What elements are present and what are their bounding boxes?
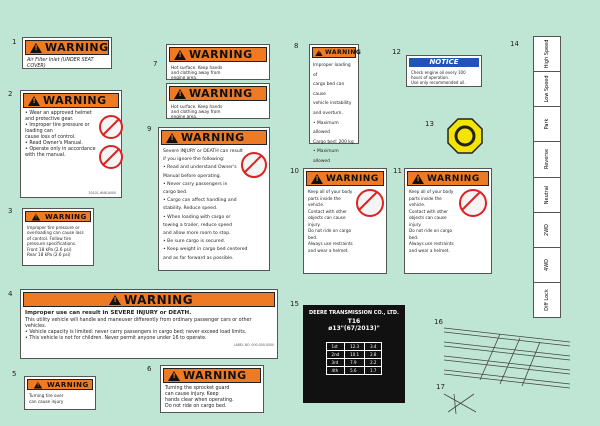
label-8-line: and overturn. — [313, 110, 343, 116]
label-5-body — [25, 392, 95, 406]
label-12-notice — [406, 55, 482, 87]
label-6-line: can cause injury. Keep — [165, 392, 219, 397]
label-2-code: 30101-HN8-A000 — [88, 191, 116, 195]
item-number-11: 11 — [393, 167, 402, 175]
warning-header — [23, 93, 119, 108]
label-9-line: towing a trailer, reduce speed — [163, 222, 233, 228]
label-6-sprocket — [160, 365, 264, 413]
label-10-line: and wear a helmet. — [308, 247, 349, 253]
warning-word: WARNING — [183, 369, 247, 382]
label-10-line: Contact with other — [308, 208, 347, 214]
item-number-15: 15 — [290, 300, 299, 308]
no-entry-icon — [99, 145, 123, 169]
notice-header: NOTICE — [409, 58, 479, 67]
warning-header — [161, 130, 267, 145]
item-number-12: 12 — [392, 48, 401, 56]
item-number-8: 8 — [294, 42, 299, 50]
no-entry-icon — [99, 115, 123, 139]
label-9-line: • Cargo can affect handling and — [163, 198, 237, 204]
label-1-air-filter — [22, 37, 112, 69]
label-10-line: parts inside the vehicle. — [308, 195, 341, 207]
strip-cell: Reverse — [534, 142, 560, 177]
label-15-id-plate — [303, 305, 405, 403]
warning-triangle-icon — [166, 133, 178, 143]
warning-word: WARNING — [325, 49, 362, 56]
label-9-line: and allow more room to stop. — [163, 231, 231, 237]
label-7-body — [167, 103, 269, 120]
label-3-line: Rear 18 kPa (2.6 psi) — [27, 252, 71, 258]
label-11-line: and wear a helmet. — [409, 247, 450, 253]
label-7-line: engine area. — [171, 114, 198, 119]
strip-cell: Park — [534, 107, 560, 142]
warning-triangle-icon — [34, 381, 42, 388]
label-2-line: • Read Owner's Manual. — [25, 141, 83, 146]
warning-word: WARNING — [45, 41, 109, 54]
label-2-line: • Wear an approved helmet and protective gear. — [25, 111, 92, 122]
warning-triangle-icon — [412, 174, 424, 184]
label-8-line: • Maximum allowed — [313, 120, 339, 136]
label-10-keep-inside — [303, 168, 387, 274]
warning-triangle-icon — [168, 371, 180, 381]
label-9-line: and as far forward as possible. — [163, 255, 234, 261]
label-9-line: Severe INJURY or DEATH can result — [163, 149, 243, 154]
strip-cell: High Speed — [534, 37, 560, 72]
label-9-line: if you ignore the following: — [163, 157, 225, 163]
label-4-line: • This vehicle is not for children. Never permit anyone under 16 to operate. — [25, 336, 207, 341]
item-number-9: 9 — [147, 125, 152, 133]
label-5-line: Turning tire over — [29, 393, 64, 398]
label-11-line: objects can cause injury. — [409, 215, 447, 227]
warning-word: WARNING — [189, 87, 253, 100]
label-12-line: Use only recommended oil. — [411, 80, 466, 85]
label-9-line: • Never carry passengers in — [163, 181, 228, 187]
label-5-tire-turning — [24, 376, 96, 410]
label-9-line: • Be sure cargo is secured. — [163, 239, 226, 245]
warning-header — [306, 171, 384, 186]
label-12-line: Check engine oil every 100 — [411, 70, 466, 75]
warning-triangle-icon — [174, 89, 186, 99]
no-entry-icon — [356, 189, 384, 217]
label-2-line: • Improper tire pressure or loading can — [25, 123, 90, 134]
stripe-decals-sketch — [440, 320, 580, 420]
warning-word: WARNING — [427, 173, 480, 184]
label-7-line: and clothing away from — [171, 70, 221, 75]
label-4-code: LABEL NO. 000-000-0000 — [233, 343, 274, 347]
warning-triangle-icon — [174, 50, 186, 60]
label-9-line: Manual before operating. — [163, 173, 222, 179]
warning-triangle-icon — [28, 96, 40, 106]
item-number-3: 3 — [8, 207, 13, 215]
label-4-improper-use — [20, 289, 278, 359]
label-3-tire-pressure — [22, 208, 94, 266]
warning-header — [163, 368, 261, 383]
label-8-line: Improper loading of — [313, 63, 351, 78]
label-9-line: • Read and understand Owner's — [163, 165, 237, 171]
warning-header — [312, 47, 362, 58]
plate-model: T16 — [347, 318, 361, 325]
warning-triangle-icon — [32, 213, 40, 220]
label-1-text: Air Filter Inlet (UNDER SEAT COVER) — [27, 58, 94, 69]
label-8-line: vehicle instability — [313, 101, 352, 107]
label-4-line: • Vehicle capacity is limited: never carry passengers in cargo bed; never exceed load limits. — [25, 330, 247, 335]
label-2-line: • Operate only in accordance with the manual. — [25, 147, 96, 158]
table-row: 1st 12.3 3.4 — [326, 343, 382, 351]
warning-header — [25, 40, 109, 55]
label-7-body — [167, 64, 269, 81]
item-number-17: 17 — [436, 383, 445, 391]
label-8-line: • Maximum allowed — [313, 149, 339, 164]
item-number-4: 4 — [8, 290, 13, 298]
label-11-line: Do not ride on cargo bed. — [409, 228, 453, 240]
label-10-line: Do not ride on cargo bed. — [308, 228, 352, 240]
label-12-line: hours of operation. — [411, 75, 450, 80]
strip-cell: Diff Lock — [544, 289, 550, 311]
warning-header — [169, 86, 267, 101]
label-9-line: • Keep weight in cargo bed centered — [163, 247, 248, 253]
warning-word: WARNING — [47, 380, 89, 389]
label-7-line: Hot surface. Keep hands — [171, 65, 223, 70]
label-2-safety — [20, 90, 122, 198]
item-number-6: 6 — [147, 365, 152, 373]
label-12-body — [407, 69, 481, 86]
label-11-line: Keep all of your body — [409, 189, 454, 194]
oil-cap-icon — [447, 118, 483, 154]
warning-word: WARNING — [189, 48, 253, 61]
warning-word: WARNING — [181, 131, 245, 144]
label-11-line: Always use restraints — [409, 241, 454, 246]
label-6-line: hands clear when operating. — [165, 398, 234, 403]
label-11-line: parts inside the vehicle. — [409, 195, 442, 207]
warning-header — [407, 171, 489, 186]
warning-header — [23, 292, 275, 307]
label-4-body — [21, 317, 277, 343]
label-3-line: overloading can cause loss — [27, 230, 84, 236]
warning-word: WARNING — [45, 212, 87, 221]
no-entry-icon — [459, 189, 487, 217]
table-row: 2nd 10.1 2.8 — [326, 351, 382, 359]
strip-cell: 2WD — [534, 213, 560, 248]
label-8-line: cargo bed can cause — [313, 82, 345, 97]
label-11-line: Contact with other — [409, 208, 448, 214]
warning-word: WARNING — [326, 173, 379, 184]
plate-table — [326, 342, 383, 375]
item-number-1: 1 — [12, 38, 17, 46]
warning-triangle-icon — [311, 174, 323, 184]
item-number-7: 7 — [153, 60, 158, 68]
item-number-14: 14 — [510, 40, 519, 48]
label-3-body — [23, 224, 93, 258]
item-number-10: 10 — [290, 167, 299, 175]
item-number-13: 13 — [425, 120, 434, 128]
label-7-hot-surface — [166, 83, 270, 119]
plate-company: DEERE TRANSMISSION CO., LTD. — [309, 310, 399, 316]
label-3-line: pressure specifications. — [27, 241, 77, 247]
label-7-line: and clothing away from — [171, 109, 221, 114]
label-3-line: Front 18 kPa (2.6 psi) — [27, 246, 72, 252]
label-6-body — [161, 385, 263, 411]
warning-word: WARNING — [43, 94, 107, 107]
label-7-hot-surface — [166, 44, 270, 80]
item-number-5: 5 — [12, 370, 17, 378]
strip-cell: Low Speed — [534, 72, 560, 107]
label-8-body — [310, 60, 358, 177]
table-row: 3rd 7.9 2.2 — [326, 359, 382, 367]
strip-cell: Neutral — [534, 178, 560, 213]
warning-triangle-icon — [109, 295, 121, 305]
no-entry-icon — [241, 152, 267, 178]
label-10-line: Keep all of your body — [308, 189, 353, 194]
label-10-line: Always use restraints — [308, 241, 353, 246]
label-4-line: This utility vehicle will handle and maneuver differently from ordinary passenger cars or other vehicles. — [25, 318, 252, 329]
label-11-keep-inside — [404, 168, 492, 274]
label-2-line: cause loss of control. — [25, 135, 76, 140]
label-3-line: of control. Follow tire — [27, 235, 72, 241]
label-14-shift-strip — [533, 36, 561, 318]
warning-triangle-icon — [30, 43, 42, 53]
label-7-line: Hot surface. Keep hands — [171, 104, 223, 109]
warning-header — [25, 211, 91, 222]
label-6-line: Turning the sprocket guard — [165, 386, 230, 391]
item-number-2: 2 — [8, 90, 13, 98]
plate-serial: ø13"(67/2013)" — [328, 325, 380, 332]
warning-header — [27, 379, 93, 390]
table-row: 4th 5.6 1.7 — [326, 367, 382, 375]
label-3-line: Improper tire pressure or — [27, 225, 80, 230]
warning-header — [169, 47, 267, 62]
warning-triangle-icon — [315, 50, 322, 56]
label-9-line: • When loading with cargo or — [163, 214, 231, 220]
label-9-line: cargo bed. — [163, 190, 188, 196]
warning-word: WARNING — [123, 292, 194, 307]
label-9-line: stability. Reduce speed. — [163, 206, 218, 212]
label-8-cargo-loading — [309, 44, 362, 164]
item-number-16: 16 — [434, 318, 443, 326]
label-8-line: Cargo bed: 200 kg — [313, 139, 354, 145]
label-10-line: objects can cause injury. — [308, 215, 346, 227]
strip-cell: 4WD — [534, 248, 560, 283]
label-9-operation — [158, 127, 270, 271]
label-4-heading: Improper use can result in SEVERE INJURY or DEATH. — [25, 310, 192, 316]
label-7-line: engine area. — [171, 75, 198, 80]
label-6-line: Do not ride on cargo bed. — [165, 404, 227, 409]
label-5-line: can cause injury — [29, 399, 64, 404]
